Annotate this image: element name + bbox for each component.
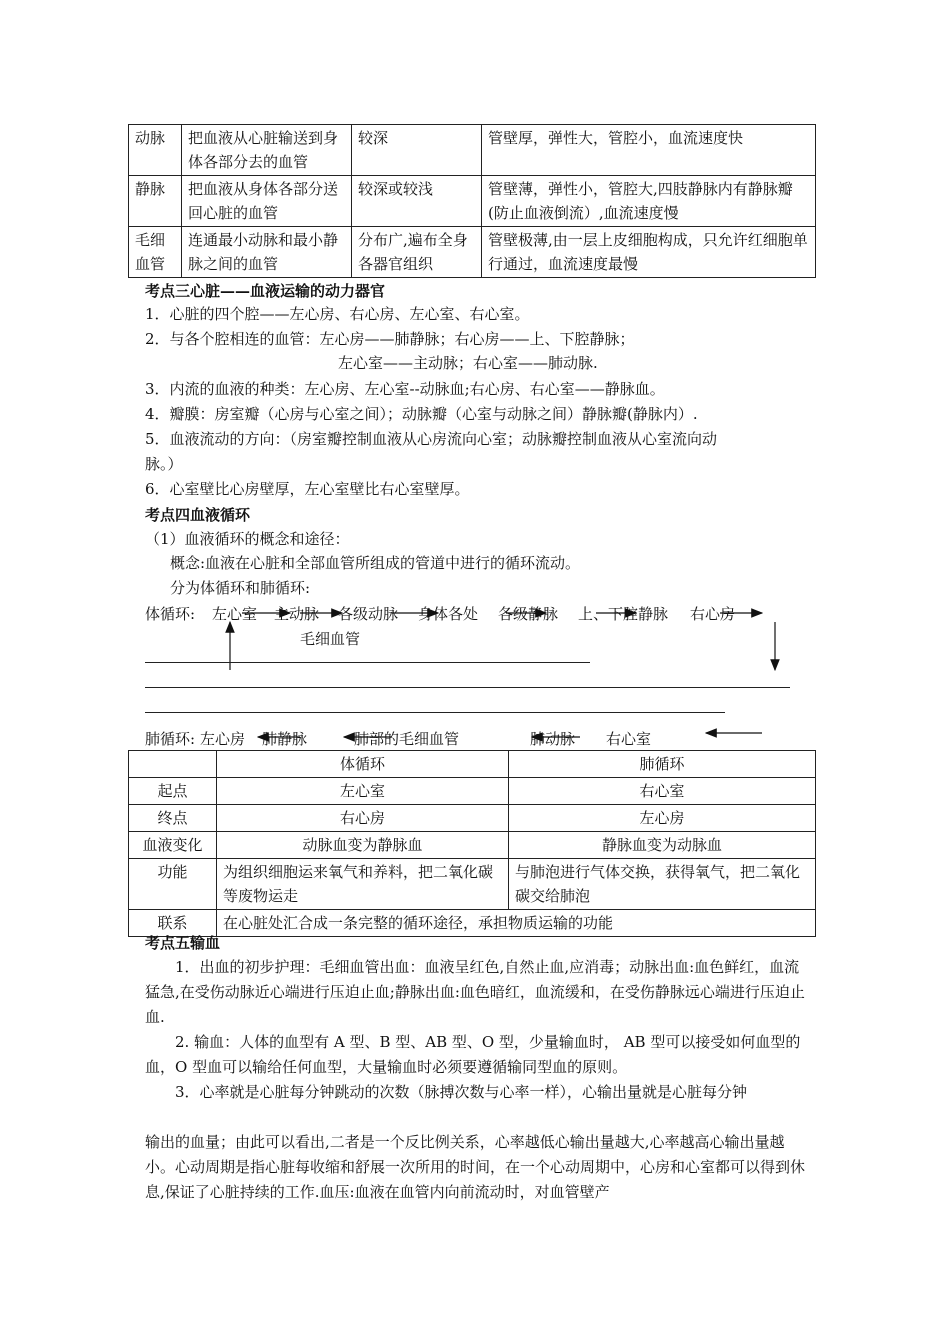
section4-concept: 概念:血液在心脏和全部血管所组成的管道中进行的循环流动。: [170, 554, 581, 572]
table-row: [129, 910, 816, 937]
vessel-name: 静脉: [129, 176, 182, 227]
systemic-node: 右心房: [690, 605, 736, 623]
systemic-node: 主动脉: [274, 605, 320, 623]
row-label: 终点: [129, 805, 217, 832]
header-cell: [129, 751, 217, 778]
lung-cell: 与肺泡进行气体交换，获得氧气，把二氧化碳交给肺泡: [509, 859, 816, 910]
systemic-node: 各级动脉: [338, 605, 399, 623]
systemic-capillary: 毛细血管: [300, 630, 361, 648]
vessel-name: 毛细血管: [129, 227, 182, 278]
section3-item: 3．内流的血液的种类：左心房、左心室--动脉血;右心房、右心室——静脉血。: [145, 380, 665, 398]
vessel-feature: 管壁厚，弹性大，管腔小，血流速度快: [482, 125, 816, 176]
table-row: [129, 125, 816, 176]
diagram-line: [145, 712, 725, 713]
section3-title: 考点三心脏——血液运输的动力器官: [145, 282, 386, 300]
vessel-feature: 管壁极薄,由一层上皮细胞构成，只允许红细胞单行通过，血流速度最慢: [482, 227, 816, 278]
section5-paragraph: 3．心率就是心脏每分钟跳动的次数（脉搏次数与心率一样），心输出量就是心脏每分钟: [175, 1083, 748, 1101]
pulmonary-node: 右心室: [606, 730, 652, 748]
systemic-node: 上、下腔静脉: [578, 605, 669, 623]
vessel-location: 较深: [352, 125, 482, 176]
lung-cell: 右心室: [509, 778, 816, 805]
section3-item: 4．瓣膜：房室瓣（心房与心室之间）；动脉瓣（心室与动脉之间）静脉瓣(静脉内）.: [145, 405, 698, 423]
body-cell: 左心室: [217, 778, 509, 805]
vessel-table: [128, 124, 816, 278]
section3-item: 2．与各个腔相连的血管：左心房——肺静脉；右心房——上、下腔静脉；: [145, 330, 635, 348]
section3-item: 脉。）: [145, 455, 183, 473]
section3-item: 1．心脏的四个腔——左心房、右心房、左心室、右心室。: [145, 305, 530, 323]
table-row: [129, 227, 816, 278]
link-cell: 在心脏处汇合成一条完整的循环途径，承担物质运输的功能: [217, 910, 816, 937]
header-cell: 体循环: [217, 751, 509, 778]
header-cell: 肺循环: [509, 751, 816, 778]
row-label: 功能: [129, 859, 217, 910]
pulmonary-node: 左心房: [200, 730, 246, 748]
section3-item: 6．心室壁比心房壁厚，左心室壁比右心室壁厚。: [145, 480, 470, 498]
systemic-node: 左心室: [212, 605, 258, 623]
section3-item: 左心室——主动脉；右心室——肺动脉.: [338, 354, 598, 372]
section3-item: 5．血液流动的方向：（房室瓣控制血液从心房流向心室；动脉瓣控制血液从心室流向动: [145, 430, 718, 448]
table-row: [129, 859, 816, 910]
pulmonary-node: 肺静脉: [262, 730, 308, 748]
row-label: 起点: [129, 778, 217, 805]
vessel-name: 动脉: [129, 125, 182, 176]
table-row: [129, 176, 816, 227]
systemic-node: 各级静脉: [498, 605, 559, 623]
row-label: 联系: [129, 910, 217, 937]
diagram-line: [145, 662, 590, 663]
lung-cell: 静脉血变为动脉血: [509, 832, 816, 859]
systemic-label: 体循环:: [145, 605, 196, 623]
body-cell: 为组织细胞运来氧气和养料，把二氧化碳等废物运走: [217, 859, 509, 910]
systemic-node: 身体各处: [418, 605, 479, 623]
section5-paragraph: 1．出血的初步护理：毛细血管出血：血液呈红色,自然止血,应消毒；动脉出血:血色鲜红，血流猛急,在受伤动脉近心端进行压迫止血;静脉出血:血色暗红，血流缓和，在受伤静脉远心端进行压迫止血.: [145, 958, 805, 1026]
pulmonary-label: 肺循环:: [145, 730, 196, 748]
section4-sub: （1）血液循环的概念和途径：: [145, 530, 350, 548]
table-row: [129, 751, 816, 778]
pulmonary-node: 肺动脉: [530, 730, 576, 748]
body-cell: 右心房: [217, 805, 509, 832]
section4-title: 考点四血液循环: [145, 506, 251, 524]
table-row: [129, 832, 816, 859]
pulmonary-node: 肺部的毛细血管: [354, 730, 460, 748]
vessel-location: 较深或较浅: [352, 176, 482, 227]
vessel-location: 分布广,遍布全身各器官组织: [352, 227, 482, 278]
section5-title: 考点五输血: [145, 934, 221, 952]
row-label: 血液变化: [129, 832, 217, 859]
section5-paragraph: 2. 输血：人体的血型有 A 型、B 型、AB 型、O 型，少量输血时， AB 型可以接受如何血型的血，O 型血可以输给任何血型，大量输血时必须要遵循输同型血的原则。: [145, 1033, 801, 1076]
body-cell: 动脉血变为静脉血: [217, 832, 509, 859]
vessel-function: 连通最小动脉和最小静脉之间的血管: [182, 227, 352, 278]
section5-paragraph: 输出的血量；由此可以看出,二者是一个反比例关系，心率越低心输出量越大,心率越高心输出量越小。心动周期是指心脏每收缩和舒展一次所用的时间，在一个心动周期中，心房和心室都可以得到休息,保证了心脏持续的工作.血压:血液在血管内向前流动时，对血管壁产: [145, 1133, 806, 1201]
lung-cell: 左心房: [509, 805, 816, 832]
section4-division: 分为体循环和肺循环:: [170, 579, 311, 597]
vessel-function: 把血液从心脏输送到身体各部分去的血管: [182, 125, 352, 176]
diagram-line: [145, 687, 790, 688]
circulation-table: [128, 750, 816, 937]
vessel-feature: 管壁薄，弹性小，管腔大,四肢静脉内有静脉瓣(防止血液倒流）,血流速度慢: [482, 176, 816, 227]
vessel-function: 把血液从身体各部分送回心脏的血管: [182, 176, 352, 227]
table-row: [129, 805, 816, 832]
table-row: [129, 778, 816, 805]
